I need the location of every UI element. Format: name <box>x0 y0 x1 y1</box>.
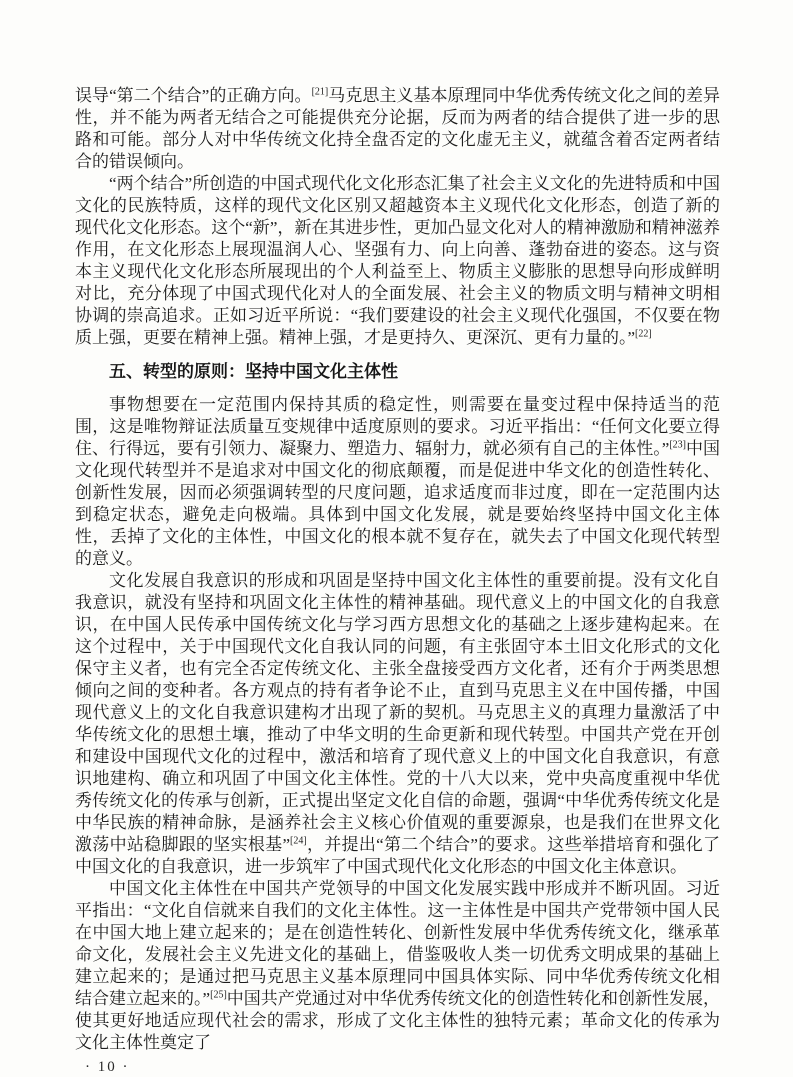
paragraph: 中国文化主体性在中国共产党领导的中国文化发展实践中形成并不断巩固。习近平指出：“文化自信就来自我们的文化主体性。这一主体性是中国共产党带领中国人民在中国大地上建立起来的；是在创造性转化、创新性发展中华优秀传统文化，继承革命文化，发展社会主义先进文化的基础上，借鉴吸收人类一切优秀文明成果的基础上建立起来的；是通过把马克思主义基本原理同中国具体实际、同中华优秀传统文化相结合建立起来的。”[25]中国共产党通过对中华优秀传统文化的创造性转化和创新性发展，使其更好地适应现代社会的需求，形成了文化主体性的独特元素；革命文化的传承为文化主体性奠定了 <box>75 879 721 1052</box>
paragraph: 文化发展自我意识的形成和巩固是坚持中国文化主体性的重要前提。没有文化自我意识，就没有坚持和巩固文化主体性的精神基础。现代意义上的中国文化的自我意识，在中国人民传承中国传统文化与学习西方思想文化的基础之上逐步建构起来。在这个过程中，关于中国现代文化自我认同的问题，有主张固守本土旧文化形式的文化保守主义者，也有完全否定传统文化、主张全盘接受西方文化者，还有介于两类思想倾向之间的变种者。各方观点的持有者争论不止，直到马克思主义在中国传播，中国现代意义上的文化自我意识建构才出现了新的契机。马克思主义的真理力量激活了中华传统文化的思想土壤，推动了中华文明的生命更新和现代转型。中国共产党在开创和建设中国现代文化的过程中，激活和培育了现代意义上的中国文化自我意识，有意识地建构、确立和巩固了中国文化主体性。党的十八大以来，党中央高度重视中华优秀传统文化的传承与创新，正式提出坚定文化自信的命题，强调“中华优秀传统文化是中华民族的精神命脉，是涵养社会主义核心价值观的重要源泉，也是我们在世界文化激荡中站稳脚跟的坚实根基”[24]，并提出“第二个结合”的要求。这些举措培育和强化了中国文化的自我意识，进一步筑牢了中国式现代化文化形态的中国文化主体意识。 <box>75 571 720 876</box>
page-body <box>75 85 720 1054</box>
paragraph: 事物想要在一定范围内保持其质的稳定性，则需要在量变过程中保持适当的范围，这是唯物辩证法质量互变规律中适度原则的要求。习近平指出：“任何文化要立得住、行得远，要有引领力、凝聚力、塑造力、辐射力，就必须有自己的主体性。”[23]中国文化现代转型并不是追求对中国文化的彻底颠覆，而是促进中华文化的创造性转化、创新性发展，因而必须强调转型的尺度问题，追求适度而非过度，即在一定范围内达到稳定状态，避免走向极端。具体到中国文化发展，就是要始终坚持中国文化主体性，丢掉了文化的主体性，中国文化的根本就不复存在，就失去了中国文化现代转型的意义。 <box>75 395 720 568</box>
citation-ref: [22] <box>635 328 652 340</box>
section-heading: 五、转型的原则：坚持中国文化主体性 <box>109 362 398 381</box>
paragraph: “两个结合”所创造的中国式现代化文化形态汇集了社会主义文化的先进特质和中国文化的民族特质，这样的现代文化区别又超越资本主义现代化文化形态，创造了新的现代化文化形态。这个“新”，新在其进步性，更加凸显文化对人的精神激励和精神滋养作用，在文化形态上展现温润人心、坚强有力、向上向善、蓬勃奋进的姿态。这与资本主义现代化文化形态所展现出的个人利益至上、物质主义膨胀的思想导向形成鲜明对比，充分体现了中国式现代化对人的全面发展、社会主义的物质文明与精神文明相协调的崇高追求。正如习近平所说：“我们要建设的社会主义现代化强国，不仅要在物质上强，更要在精神上强。精神上强，才是更持久、更深沉、更有力量的。”[22] <box>75 174 720 347</box>
paragraph: 误导“第二个结合”的正确方向。[21]马克思主义基本原理同中华优秀传统文化之间的差异性，并不能为两者无结合之可能提供充分论据，反而为两者的结合提供了进一步的思路和可能。部分人对中华传统文化持全盘否定的文化虚无主义，就蕴含着否定两者结合的错误倾向。 <box>75 86 720 171</box>
citation-ref: [23] <box>669 439 686 451</box>
citation-ref: [21] <box>311 86 329 98</box>
page-number: · 10 · <box>85 1059 130 1075</box>
citation-ref: [24] <box>290 835 307 847</box>
citation-ref: [25] <box>210 989 227 1001</box>
